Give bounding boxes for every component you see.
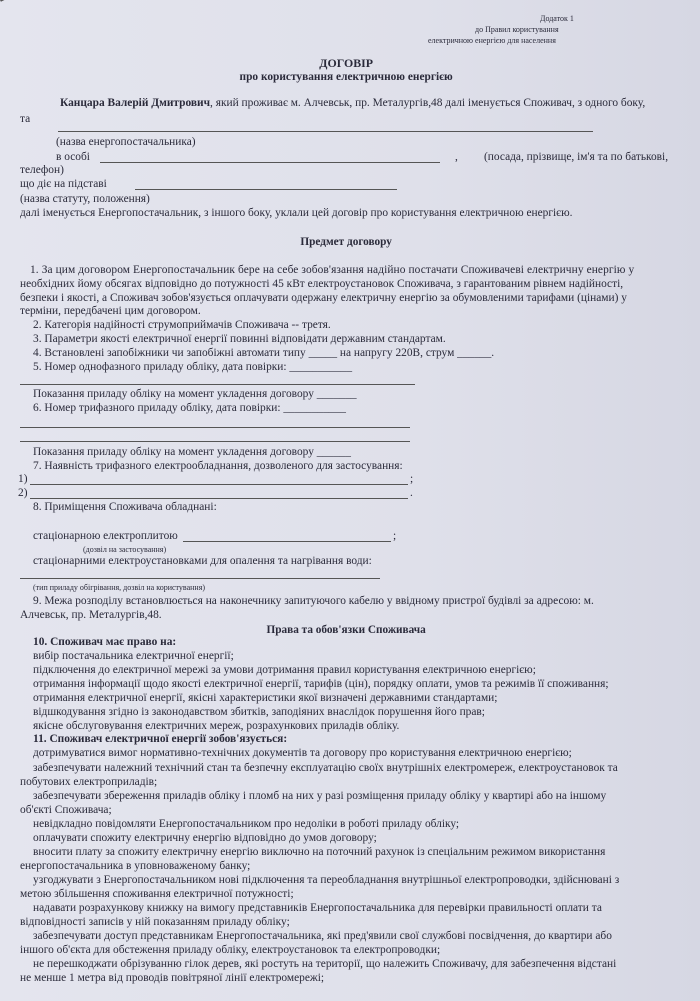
meter3-readings: Показання приладу обліку на момент укладення договору ______	[33, 446, 351, 458]
obligation-line: узгоджувати з Енергопостачальником нові підключення та переобладнання внутрішньої електропроводки, здійснювані з	[33, 874, 620, 886]
clause-1-line-4: терміни, передбачені цим договором.	[20, 305, 201, 317]
document-subtitle: про користування електричною енергією	[239, 71, 453, 83]
obligation-line: надавати розрахункову книжку на вимогу представників Енергопостачальника для перевірки правильності оплати та	[33, 902, 602, 914]
clause-7: 7. Наявність трифазного електрообладнання, дозволеного для застосування:	[33, 460, 403, 472]
stove-label: стаціонарною електроплитою	[33, 530, 178, 542]
acting-on-label: що діє на підставі	[20, 178, 107, 190]
clause-6: 6. Номер трифазного приладу обліку, дата повірки: ___________	[33, 402, 347, 414]
equipment-item-1-label: 1)	[18, 473, 28, 485]
clause-9-line-2: Алчевськ, пр. Металургів,48.	[20, 609, 162, 621]
rights-heading: Права та обов'язки Споживача	[266, 624, 426, 636]
equipment-item-2-label: 2)	[18, 487, 28, 499]
heating-hint: (тип приладу обігрівання, дозвіл на користування)	[33, 583, 206, 592]
clause-11-heading: 11. Споживач електричної енергії зобов'язується:	[33, 733, 288, 745]
rights-item: отримання інформації щодо якості електричної енергії, тарифів (цін), порядку оплати, умов та режимів її споживання;	[33, 678, 609, 690]
supplier-name-field[interactable]	[58, 131, 593, 132]
obligation-line: оплачувати спожиту електричну енергію відповідно до умов договору;	[33, 832, 377, 844]
equipment-item-1-end: ;	[410, 473, 414, 485]
clause-8: 8. Приміщення Споживача обладнані:	[33, 501, 217, 513]
represented-by-label: в особі	[56, 151, 90, 163]
equipment-item-1-field[interactable]	[30, 484, 408, 485]
obligation-line: не перешкоджати обрізуванню гілок дерев, які ростуть на території, що належить Споживачу, для забезпечення відстані	[33, 958, 617, 970]
obligation-line: забезпечувати доступ представникам Енергопостачальника, які пред'явили свої службові посвідчення, до квартири або	[33, 930, 612, 942]
supplier-hint: (назва енергопостачальника)	[56, 136, 196, 148]
obligation-line: метою збільшення споживання електричної потужності;	[20, 888, 294, 900]
rights-item: якісне обслуговування електричних мереж, розрахункових приладів обліку.	[33, 720, 400, 732]
statute-hint: (назва статуту, положення)	[20, 193, 150, 205]
equipment-item-2-field[interactable]	[30, 498, 408, 499]
obligation-line: відповідності записів у ній показанням приладу обліку;	[20, 916, 290, 928]
field-comma: ,	[455, 151, 458, 163]
meter1-readings: Показання приладу обліку на момент укладення договору _______	[33, 388, 357, 400]
consumer-details: , який проживає м. Алчевськ, пр. Металургів,48 далі іменується Споживач, з одного боку,	[210, 97, 646, 109]
stove-field[interactable]	[183, 541, 391, 542]
obligation-line: невідкладно повідомляти Енергопостачальником про недоліки в роботі приладу обліку;	[33, 818, 460, 830]
stove-end: ;	[393, 530, 397, 542]
rights-item: підключення до електричної мережі за умови дотримання правил користування електричною енергією;	[33, 664, 536, 676]
equipment-item-2-end: .	[410, 487, 413, 499]
obligation-line: дотримуватися вимог нормативно-технічних документів та договору про користування електричною енергією;	[33, 747, 572, 759]
stove-hint: (дозвіл на застосування)	[83, 545, 167, 554]
obligation-line: забезпечувати збереження приладів обліку і пломб на них у разі розміщення приладу обліку у квартирі або на іншому	[33, 790, 607, 802]
basis-field[interactable]	[135, 189, 397, 190]
clause-1-line-3: безпеки і якості, а Споживач зобов'язується оплачувати одержану електричну енергію за обумовленими тарифами (цінами) у	[20, 292, 627, 304]
clause-10-heading: 10. Споживач має право на:	[33, 636, 177, 648]
obligation-line: іншого об'єкта для обстеження приладу обліку, електроустановок та електропроводки;	[20, 944, 441, 956]
annex-line-1: Додаток 1	[540, 14, 574, 23]
clause-1-line-1: 1. За цим договором Енергопостачальник бере на себе зобов'язання надійно постачати Споживачеві електричну енергію у	[30, 264, 635, 276]
parties-consumer-line	[60, 97, 645, 110]
clause-1-line-2: необхідних йому обсягах відповідно до потужності 45 кВт електроустановок Споживача, з гарантованим рівнем надійності,	[20, 278, 624, 290]
representative-field[interactable]	[100, 162, 440, 163]
phone-label: телефон)	[20, 164, 64, 176]
heating-label: стаціонарними електроустановками для опалення та нагрівання води:	[33, 555, 372, 567]
annex-line-3: електричною енергією для населення	[428, 36, 556, 45]
obligation-line: забезпечувати належний технічний стан та безпечну експлуатацію своїх внутрішніх електромереж, електроустановок та	[33, 762, 618, 774]
document-title: ДОГОВІР	[319, 56, 373, 70]
consumer-name: Канцара Валерій Дмитрович	[60, 97, 211, 109]
annex-line-2: до Правил користування	[475, 25, 559, 34]
heating-field[interactable]	[20, 578, 380, 579]
position-hint: (посада, прізвище, ім'я та по батькові,	[484, 151, 669, 163]
subject-heading: Предмет договору	[300, 236, 392, 248]
rights-item: вибір постачальника електричної енергії;	[33, 650, 234, 662]
clause-2: 2. Категорія надійності струмоприймачів Споживача -- третя.	[33, 319, 331, 331]
meter3-field-2[interactable]	[20, 441, 410, 442]
clause-3: 3. Параметри якості електричної енергії повинні відповідати державним стандартам.	[33, 333, 446, 345]
obligation-line: об'єкті Споживача;	[20, 804, 112, 816]
folded-corner	[0, 0, 68, 29]
clause-5: 5. Номер однофазного приладу обліку, дата повірки: ___________	[33, 361, 353, 373]
obligation-line: побутових електроприладів;	[20, 776, 158, 788]
rights-item: отримання електричної енергії, якісні характеристики якої визначені державними стандартами;	[33, 692, 498, 704]
obligation-line: вносити плату за спожиту електричну енергію виключно на поточний рахунок із спеціальним режимом використання	[33, 846, 606, 858]
clause-4: 4. Встановлені запобіжники чи запобіжні автомати типу _____ на напругу 220В, струм ______.	[33, 347, 495, 359]
clause-9-line-1: 9. Межа розподілу встановлюється на наконечнику запитуючого кабелю у ввідному пристрої будівлі за адресою: м.	[33, 595, 594, 607]
parties-and: та	[20, 113, 31, 125]
parties-closing: далі іменується Енергопостачальник, з іншого боку, уклали цей договір про користування електричною енергією.	[20, 207, 573, 219]
rights-item: відшкодування згідно із законодавством збитків, заподіяних внаслідок порушення його прав;	[33, 706, 485, 718]
meter3-field-1[interactable]	[20, 427, 410, 428]
meter1-continuation-field[interactable]	[20, 384, 415, 385]
obligation-line: не менше 1 метра від проводів повітряної лінії електромережі;	[20, 972, 325, 984]
obligation-line: енергопостачальника в уповноваженому банку;	[20, 860, 251, 872]
